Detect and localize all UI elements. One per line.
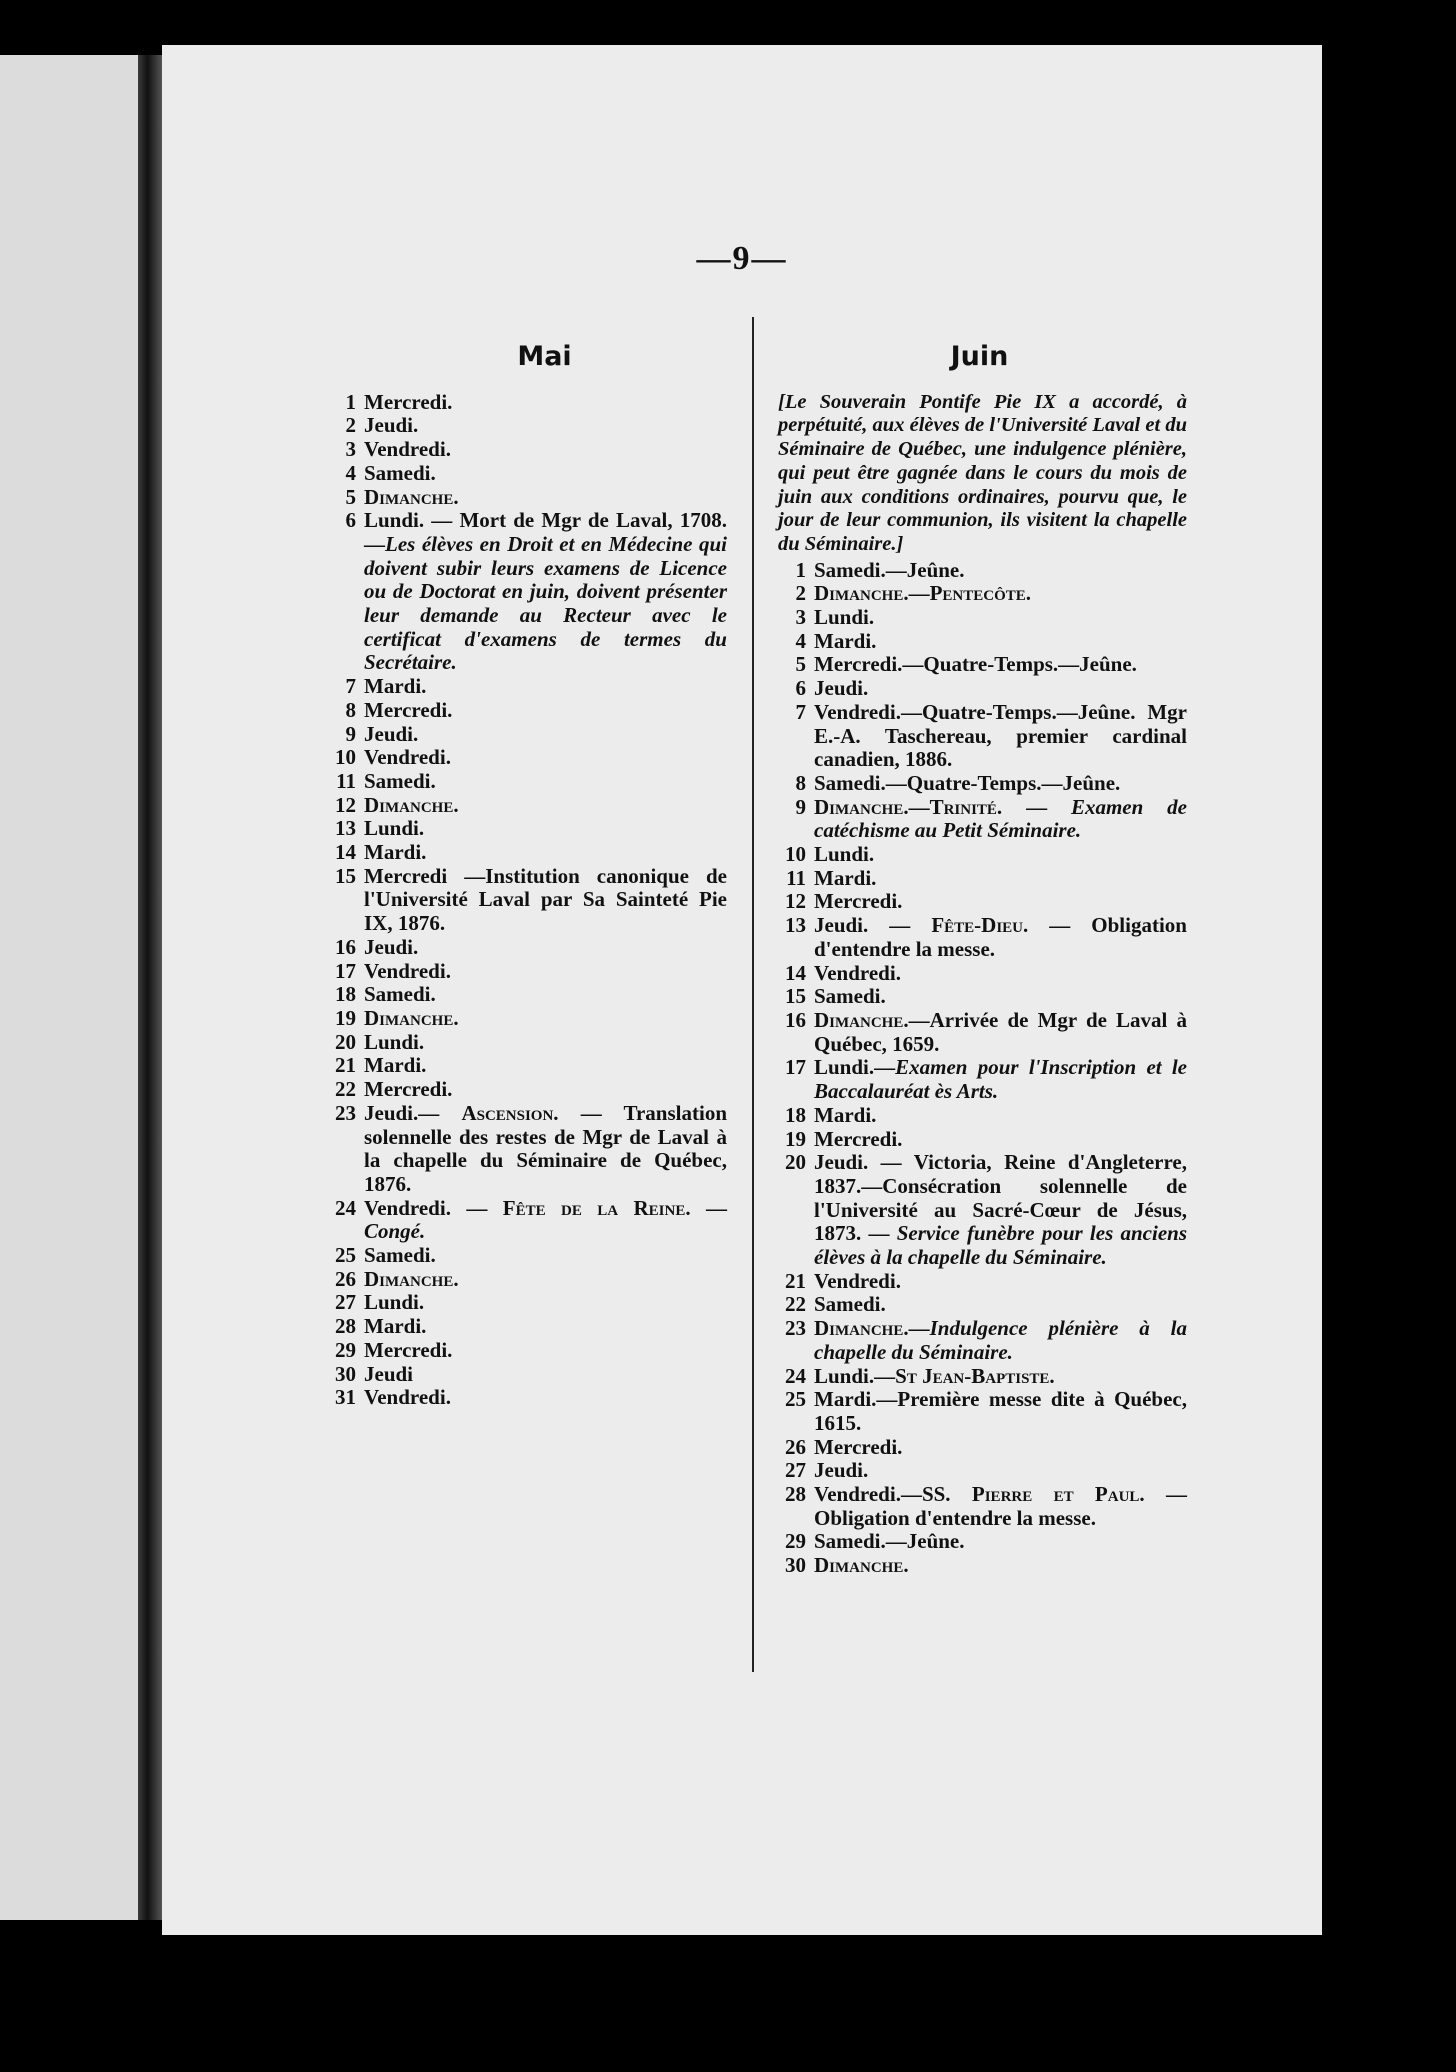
day-number: 14: [785, 960, 806, 985]
day-text-segment: Fête-Dieu.: [931, 913, 1029, 938]
day-text: [814, 606, 1187, 630]
calendar-entry: [772, 630, 1187, 654]
calendar-entry: [772, 772, 1187, 796]
day-text: [814, 772, 1187, 796]
day-text: [814, 962, 1187, 986]
day-number: 9: [795, 794, 806, 819]
day-text: [364, 509, 727, 675]
calendar-entry: [772, 582, 1187, 606]
facing-page-edge: [0, 55, 138, 1920]
mai-column: [322, 341, 727, 1410]
day-text-segment: — Obligation d'entendre la messe.: [814, 913, 1187, 961]
calendar-entry: [772, 1056, 1187, 1103]
day-text-segment: Jeudi. — Victoria, Reine d'Angleterre, 1837.—Consécration solennelle de l'Université au Sacré-Cœur de Jésus, 1873. —: [814, 1150, 1187, 1246]
day-text: [814, 985, 1187, 1009]
day-text-segment: St Jean-Baptiste.: [895, 1363, 1055, 1388]
calendar-entry: [772, 1270, 1187, 1294]
day-number: 17: [335, 958, 356, 983]
day-text-segment: Mardi.: [814, 628, 877, 653]
day-text-segment: Dimanche.: [364, 1005, 459, 1030]
day-text: [364, 1291, 727, 1315]
day-text: [364, 1197, 727, 1244]
day-text-segment: Dimanche.: [814, 1316, 909, 1341]
day-text-segment: Fête de la Reine.: [502, 1195, 691, 1220]
day-text-segment: Mercredi —Institution canonique de l'Université Laval par Sa Sainteté Pie IX, 1876.: [364, 863, 727, 936]
day-text: [364, 699, 727, 723]
calendar-entry: [322, 770, 727, 794]
day-number: 3: [345, 437, 356, 462]
day-text-segment: Vendredi.: [364, 437, 451, 462]
day-number: 29: [785, 1529, 806, 1554]
day-number: 19: [785, 1126, 806, 1151]
day-number: 30: [335, 1361, 356, 1386]
day-text-segment: Jeudi.: [364, 934, 419, 959]
day-number: 13: [335, 816, 356, 841]
day-text-segment: Jeudi: [364, 1361, 414, 1386]
day-text-segment: — Translation solennelle des restes de Mgr de Laval à la chapelle du Séminaire de Québec, 1876.: [364, 1100, 727, 1196]
day-text-segment: —: [908, 1316, 930, 1341]
day-text: [364, 794, 727, 818]
calendar-entry: [772, 677, 1187, 701]
day-text: [364, 1054, 727, 1078]
day-number: 27: [335, 1290, 356, 1315]
juin-entries: [772, 559, 1187, 1578]
day-text-segment: Jeudi.: [364, 721, 419, 746]
day-number: 10: [335, 745, 356, 770]
day-text-segment: —: [690, 1195, 727, 1220]
day-number: 26: [335, 1266, 356, 1291]
day-text-segment: Lundi.: [814, 605, 875, 630]
day-text: [364, 1078, 727, 1102]
calendar-entry: [322, 414, 727, 438]
calendar-entry: [322, 983, 727, 1007]
day-number: 20: [785, 1150, 806, 1175]
day-text: [814, 1128, 1187, 1152]
day-number: 28: [335, 1314, 356, 1339]
day-number: 25: [335, 1243, 356, 1268]
calendar-entry: [772, 843, 1187, 867]
day-number: 4: [795, 628, 806, 653]
day-text-segment: Service funèbre pour les anciens élèves à la chapelle du Séminaire.: [814, 1221, 1188, 1270]
day-text: [814, 796, 1187, 843]
day-text-segment: Samedi.—Quatre-Temps.—Jeûne.: [814, 770, 1121, 795]
calendar-entry: [322, 1291, 727, 1315]
day-text-segment: Mardi.: [364, 1053, 427, 1078]
day-text: [364, 817, 727, 841]
day-text-segment: Samedi.: [364, 768, 436, 793]
day-text: [814, 701, 1187, 772]
day-text-segment: Mercredi.: [814, 1434, 903, 1459]
calendar-entry: [772, 559, 1187, 583]
calendar-entry: [322, 960, 727, 984]
calendar-entry: [322, 1363, 727, 1387]
day-number: 31: [335, 1385, 356, 1410]
day-text-segment: Mercredi.—Quatre-Temps.—Jeûne.: [814, 652, 1137, 677]
day-number: 14: [335, 840, 356, 865]
day-text-segment: Vendredi.—Quatre-Temps.—Jeûne. Mgr E.-A. Taschereau, premier cardinal canadien, 1886.: [814, 699, 1187, 772]
day-number: 5: [345, 484, 356, 509]
day-text-segment: Vendredi.: [814, 960, 901, 985]
day-text-segment: Samedi.: [814, 1292, 886, 1317]
calendar-entry: [322, 1197, 727, 1244]
day-text: [364, 841, 727, 865]
page-number: —9—: [696, 240, 788, 277]
day-number: 26: [785, 1434, 806, 1459]
day-text: [364, 723, 727, 747]
day-number: 17: [785, 1055, 806, 1080]
book-gutter: [138, 55, 162, 1920]
day-number: 23: [785, 1316, 806, 1341]
calendar-entry: [322, 675, 727, 699]
day-text: [364, 1363, 727, 1387]
day-number: 4: [345, 460, 356, 485]
calendar-entry: [772, 1128, 1187, 1152]
day-number: 15: [335, 863, 356, 888]
calendar-entry: [772, 1554, 1187, 1578]
day-text-segment: Mardi.: [364, 1314, 427, 1339]
day-text: [814, 1388, 1187, 1435]
day-number: 11: [786, 865, 806, 890]
day-text-segment: Lundi.: [364, 816, 425, 841]
day-number: 16: [785, 1007, 806, 1032]
day-text: [814, 1317, 1187, 1364]
day-text-segment: Samedi.: [364, 460, 436, 485]
calendar-entry: [322, 438, 727, 462]
day-text: [364, 486, 727, 510]
calendar-entry: [772, 1483, 1187, 1530]
day-text: [814, 653, 1187, 677]
calendar-entry: [322, 936, 727, 960]
day-number: 15: [785, 984, 806, 1009]
calendar-entry: [322, 509, 727, 675]
day-text-segment: Samedi.—Jeûne.: [814, 1529, 965, 1554]
calendar-entry: [772, 985, 1187, 1009]
day-text: [364, 391, 727, 415]
day-text: [364, 1031, 727, 1055]
day-text-segment: Dimanche.: [364, 484, 459, 509]
day-text: [814, 867, 1187, 891]
calendar-entry: [772, 914, 1187, 961]
day-text: [364, 770, 727, 794]
day-number: 18: [785, 1102, 806, 1127]
day-text-segment: Samedi.: [364, 1243, 436, 1268]
day-text: [364, 1339, 727, 1363]
calendar-entry: [322, 391, 727, 415]
calendar-entry: [772, 653, 1187, 677]
day-text-segment: Vendredi.: [814, 1268, 901, 1293]
day-number: 23: [335, 1100, 356, 1125]
day-text: [364, 675, 727, 699]
day-number: 18: [335, 982, 356, 1007]
juin-column: [772, 341, 1188, 1578]
day-number: 10: [785, 842, 806, 867]
day-text: [364, 983, 727, 1007]
day-text: [814, 914, 1187, 961]
day-text-segment: Mercredi.: [364, 1077, 453, 1102]
day-text: [364, 1102, 727, 1197]
day-number: 1: [795, 557, 806, 582]
day-text-segment: Mercredi.: [364, 1337, 453, 1362]
day-text-segment: Lundi.: [814, 842, 875, 867]
calendar-entry: [772, 606, 1187, 630]
day-text-segment: Ascension.: [461, 1100, 559, 1125]
day-text-segment: Dimanche.: [364, 792, 459, 817]
day-text: [364, 438, 727, 462]
day-text: [364, 865, 727, 936]
day-text: [814, 1151, 1187, 1270]
day-text-segment: —Arrivée de Mgr de Laval à Québec, 1659.: [814, 1007, 1187, 1056]
day-text: [364, 414, 727, 438]
day-text-segment: —: [1002, 794, 1071, 819]
day-number: 7: [345, 674, 356, 699]
calendar-entry: [322, 1268, 727, 1292]
day-number: 13: [785, 913, 806, 938]
day-text: [814, 582, 1187, 606]
calendar-entry: [322, 1386, 727, 1410]
day-number: 9: [345, 721, 356, 746]
day-text: [364, 746, 727, 770]
day-text-segment: Samedi.: [814, 984, 886, 1009]
day-number: 24: [335, 1195, 356, 1220]
calendar-entry: [772, 1436, 1187, 1460]
day-text-segment: Samedi.: [364, 982, 436, 1007]
calendar-entry: [322, 1102, 727, 1197]
calendar-entry: [772, 701, 1187, 772]
calendar-entry: [322, 794, 727, 818]
day-number: 21: [335, 1053, 356, 1078]
day-text-segment: Vendredi. —: [364, 1195, 503, 1220]
day-text-segment: Mardi.: [364, 674, 427, 699]
day-text: [364, 1386, 727, 1410]
day-text-segment: Mardi.: [814, 1102, 877, 1127]
day-text: [814, 890, 1187, 914]
calendar-entry: [322, 1339, 727, 1363]
day-text-segment: Indulgence plénière à la chapelle du Séminaire.: [814, 1316, 1187, 1364]
day-text: [364, 1244, 727, 1268]
day-text: [814, 843, 1187, 867]
calendar-entry: [772, 796, 1187, 843]
day-text: [814, 1483, 1187, 1530]
day-number: 7: [795, 699, 806, 724]
day-number: 28: [785, 1482, 806, 1507]
juin-heading: Juin: [950, 341, 1009, 372]
calendar-entry: [772, 1009, 1187, 1056]
day-text: [814, 677, 1187, 701]
day-text: [814, 1104, 1187, 1128]
day-text-segment: Mardi.: [814, 865, 877, 890]
day-text-segment: Congé.: [364, 1219, 426, 1244]
calendar-entry: [322, 723, 727, 747]
day-number: 1: [345, 389, 356, 414]
day-number: 8: [795, 770, 806, 795]
day-number: 12: [335, 792, 356, 817]
day-number: 27: [785, 1458, 806, 1483]
day-number: 11: [336, 768, 356, 793]
day-text-segment: Vendredi.: [364, 745, 451, 770]
calendar-entry: [772, 1530, 1187, 1554]
day-number: 24: [785, 1363, 806, 1388]
calendar-entry: [322, 1244, 727, 1268]
calendar-entry: [772, 1365, 1187, 1389]
day-number: 22: [335, 1077, 356, 1102]
day-text-segment: Les élèves en Droit et en Médecine qui doivent subir leurs examens de Licence ou de Doctorat en juin, doivent présenter leur demande au Recteur avec le certificat d'examens de termes du Secrétaire.: [364, 531, 727, 675]
day-number: 19: [335, 1005, 356, 1030]
day-text: [814, 1270, 1187, 1294]
calendar-entry: [772, 1459, 1187, 1483]
calendar-entry: [772, 962, 1187, 986]
day-text: [814, 1056, 1187, 1103]
day-text: [364, 1007, 727, 1031]
day-text-segment: Dimanche.—Trinité.: [814, 794, 1003, 819]
calendar-entry: [322, 817, 727, 841]
day-text: [814, 1365, 1187, 1389]
calendar-entry: [322, 1078, 727, 1102]
day-text-segment: Jeudi.: [364, 413, 419, 438]
day-text: [814, 630, 1187, 654]
day-text: [814, 1436, 1187, 1460]
day-number: 21: [785, 1268, 806, 1293]
day-number: 29: [335, 1337, 356, 1362]
day-text: [814, 1530, 1187, 1554]
day-text: [814, 1554, 1187, 1578]
column-divider: [752, 317, 754, 1672]
day-number: 25: [785, 1387, 806, 1412]
calendar-entry: [322, 746, 727, 770]
day-number: 16: [335, 934, 356, 959]
calendar-entry: [322, 486, 727, 510]
day-number: 2: [345, 413, 356, 438]
day-text-segment: Lundi.—: [814, 1363, 896, 1388]
day-text-segment: Examen pour l'Inscription et le Baccalauréat ès Arts.: [814, 1055, 1187, 1104]
day-text: [364, 960, 727, 984]
calendar-entry: [322, 1031, 727, 1055]
mai-entries: [322, 391, 727, 1410]
calendar-entry: [772, 1151, 1187, 1270]
calendar-entry: [772, 867, 1187, 891]
day-number: 5: [795, 652, 806, 677]
day-number: 30: [785, 1553, 806, 1578]
day-text-segment: Vendredi.: [364, 1385, 451, 1410]
day-number: 22: [785, 1292, 806, 1317]
day-text: [364, 1315, 727, 1339]
day-text-segment: Mardi.—Première messe dite à Québec, 1615.: [814, 1387, 1187, 1435]
day-text-segment: — Obligation d'entendre la messe.: [814, 1482, 1187, 1530]
juin-indulgence-note: [Le Souverain Pontife Pie IX a accordé, à perpétuité, aux élèves de l'Université Laval et du Séminaire de Québec, une indulgence plénière, qui peut être gagnée dans le cours du mois de juin aux conditions ordinaires, pourvu que, le jour de leur communion, ils visitent la chapelle du Séminaire.]: [778, 390, 1187, 555]
day-text-segment: Dimanche.: [364, 1266, 459, 1291]
day-number: 8: [345, 697, 356, 722]
day-text-segment: Examen de catéchisme au Petit Séminaire.: [814, 794, 1187, 843]
day-number: 6: [795, 676, 806, 701]
day-text-segment: SS. Pierre et Paul.: [921, 1482, 1145, 1507]
day-text-segment: Mercredi.: [364, 697, 453, 722]
day-text: [364, 462, 727, 486]
day-text-segment: Mercredi.: [364, 389, 453, 414]
day-number: 3: [795, 605, 806, 630]
day-text: [814, 1459, 1187, 1483]
calendar-entry: [322, 462, 727, 486]
calendar-entry: [772, 1317, 1187, 1364]
calendar-entry: [322, 1315, 727, 1339]
day-text-segment: Jeudi. —: [814, 913, 932, 938]
day-text-segment: Mercredi.: [814, 889, 903, 914]
day-number: 6: [345, 508, 356, 533]
calendar-entry: [322, 699, 727, 723]
day-text-segment: Lundi.: [364, 1029, 425, 1054]
calendar-page: [162, 45, 1322, 1935]
day-text: [364, 1268, 727, 1292]
day-text-segment: Mardi.: [364, 840, 427, 865]
day-number: 12: [785, 889, 806, 914]
day-text-segment: Lundi. — Mort de Mgr de Laval, 1708.—: [364, 508, 727, 556]
day-text-segment: Samedi.—Jeûne.: [814, 557, 965, 582]
day-number: 20: [335, 1029, 356, 1054]
calendar-entry: [322, 841, 727, 865]
day-text-segment: Mercredi.: [814, 1126, 903, 1151]
day-text: [814, 1293, 1187, 1317]
calendar-entry: [772, 1293, 1187, 1317]
mai-heading: Mai: [517, 341, 572, 372]
day-text-segment: Dimanche.: [814, 1553, 909, 1578]
day-text-segment: Dimanche.: [814, 1007, 909, 1032]
day-text-segment: Lundi.—: [814, 1055, 896, 1080]
day-text-segment: Jeudi.: [814, 1458, 869, 1483]
day-text-segment: Dimanche.—Pentecôte.: [814, 581, 1032, 606]
calendar-entry: [322, 1007, 727, 1031]
day-text-segment: Lundi.: [364, 1290, 425, 1315]
calendar-entry: [772, 890, 1187, 914]
calendar-entry: [322, 1054, 727, 1078]
day-text-segment: Vendredi.: [364, 958, 451, 983]
day-text: [814, 559, 1187, 583]
day-text: [814, 1009, 1187, 1056]
day-text-segment: Jeudi.—: [364, 1100, 462, 1125]
day-text: [364, 936, 727, 960]
calendar-entry: [322, 865, 727, 936]
day-text-segment: Vendredi.—: [814, 1482, 922, 1507]
day-text-segment: Jeudi.: [814, 676, 869, 701]
calendar-entry: [772, 1104, 1187, 1128]
calendar-entry: [772, 1388, 1187, 1435]
day-number: 2: [795, 581, 806, 606]
